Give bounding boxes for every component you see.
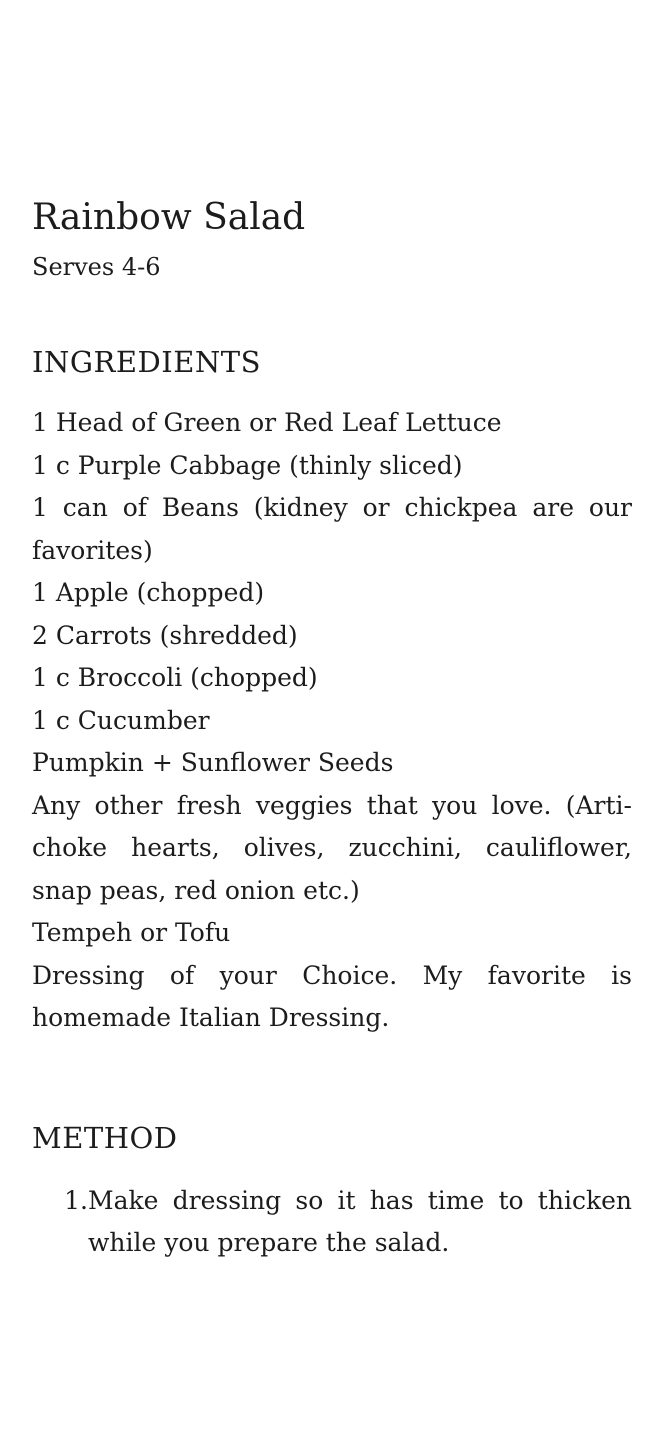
recipe-page (32, 192, 632, 1265)
ingredient-item: 1 Head of Green or Red Leaf Lettuce (32, 408, 502, 437)
ingredient-item: Pumpkin + Sunflower Seeds (32, 748, 394, 777)
ingredient-item: Tempeh or Tofu (32, 918, 231, 947)
ingredient-item: 1 c Broccoli (chopped) (32, 663, 318, 692)
ingredient-item: Any other fresh veggies that you love. (Arti-choke hearts, olives, zucchini, cauliflower, snap peas, red onion etc.) (32, 790, 632, 905)
ingredient-item: 1 can of Beans (kidney or chickpea are our favorites) (32, 493, 632, 565)
ingredient-item: 2 Carrots (shredded) (32, 620, 298, 650)
ingredients-list (32, 402, 632, 1040)
step-number: 1. (64, 1185, 88, 1215)
method-step (32, 1180, 632, 1265)
serves-text: Serves 4-6 (32, 253, 161, 281)
step-text: Make dressing so it has time to thicken while you prepare the salad. (88, 1185, 632, 1257)
ingredients-heading: INGREDIENTS (32, 345, 261, 379)
recipe-title: Rainbow Salad (32, 197, 306, 238)
ingredient-item: 1 c Cucumber (32, 705, 210, 735)
ingredient-item: 1 Apple (chopped) (32, 578, 265, 607)
ingredient-item: Dressing of your Choice. My favorite is homemade Italian Dressing. (32, 960, 632, 1032)
method-list (32, 1180, 632, 1265)
ingredient-item: 1 c Purple Cabbage (thinly sliced) (32, 450, 463, 480)
method-heading: METHOD (32, 1120, 178, 1155)
